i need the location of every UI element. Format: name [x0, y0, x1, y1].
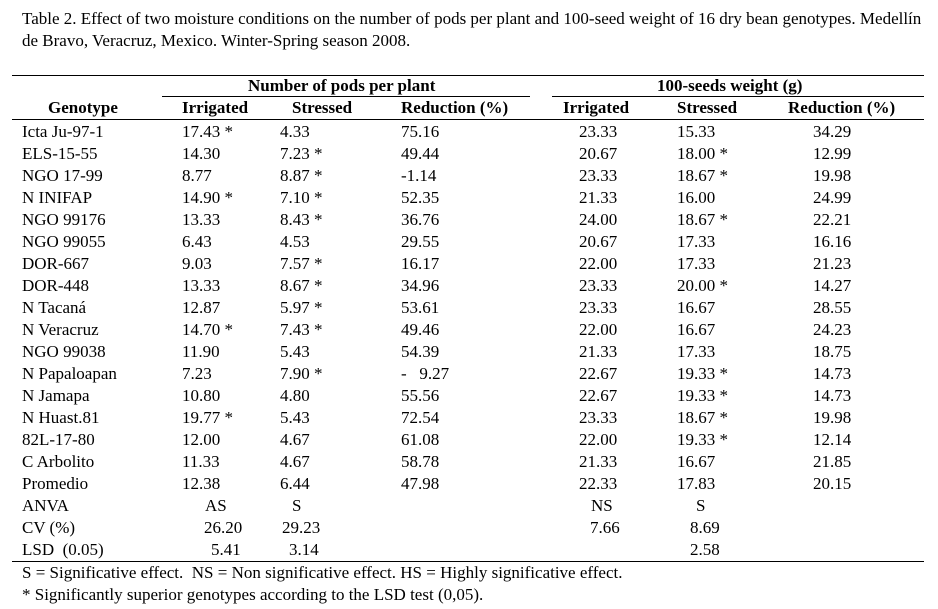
pods-irrigated-cell: 13.33 — [182, 210, 221, 229]
pods-reduction-cell: 34.96 — [401, 276, 440, 295]
pods-irrigated-cell: 12.38 — [182, 474, 221, 493]
pods-stressed-cell: 5.97 * — [280, 298, 323, 317]
pods-irrigated-cell: 11.33 — [182, 452, 220, 471]
seed-reduction-header: Reduction (%) — [788, 98, 896, 117]
seed-reduction-cell: 14.73 — [813, 386, 852, 405]
stat-pods-stressed: S — [292, 496, 302, 515]
stat-pods-irrigated: AS — [205, 496, 227, 515]
seeds-group-header: 100-seeds weight (g) — [657, 76, 803, 95]
seed-irrigated-cell: 23.33 — [579, 166, 618, 185]
seed-irrigated-cell: 20.67 — [579, 232, 618, 251]
seed-irrigated-cell: 22.67 — [579, 364, 618, 383]
genotype-cell: DOR-448 — [22, 276, 90, 295]
stat-label: CV (%) — [22, 518, 76, 537]
stat-pods-stressed: 29.23 — [282, 518, 321, 537]
seed-reduction-cell: 14.27 — [813, 276, 852, 295]
genotype-cell: NGO 17-99 — [22, 166, 103, 185]
pods-stressed-cell: 8.43 * — [280, 210, 323, 229]
seed-stressed-cell: 16.00 — [677, 188, 716, 207]
seeds-group-rule — [552, 96, 924, 97]
pods-stressed-cell: 5.43 — [280, 408, 310, 427]
seed-irrigated-cell: 23.33 — [579, 276, 618, 295]
seed-stressed-cell: 17.33 — [677, 232, 716, 251]
pods-irrigated-cell: 19.77 * — [182, 408, 233, 427]
seed-reduction-cell: 19.98 — [813, 166, 852, 185]
stat-seed-stressed: 2.58 — [690, 540, 720, 559]
pods-reduction-cell: 29.55 — [401, 232, 440, 251]
pods-irrigated-cell: 17.43 * — [182, 122, 233, 141]
seed-stressed-cell: 18.00 * — [677, 144, 728, 163]
genotype-cell: N Huast.81 — [22, 408, 100, 427]
pods-stressed-cell: 7.43 * — [280, 320, 323, 339]
pods-reduction-cell: 55.56 — [401, 386, 440, 405]
stat-pods-irrigated: 5.41 — [211, 540, 241, 559]
pods-irrigated-cell: 12.00 — [182, 430, 221, 449]
genotype-cell: Icta Ju-97-1 — [22, 122, 104, 141]
genotype-cell: DOR-667 — [22, 254, 90, 273]
genotype-cell: N Veracruz — [22, 320, 99, 339]
stat-seed-irrigated: 7.66 — [590, 518, 620, 537]
seed-stressed-cell: 16.67 — [677, 298, 716, 317]
seed-irrigated-cell: 23.33 — [579, 298, 618, 317]
pods-irrigated-cell: 13.33 — [182, 276, 221, 295]
pods-reduction-cell: 58.78 — [401, 452, 440, 471]
pods-group-header: Number of pods per plant — [248, 76, 436, 95]
pods-reduction-cell: 49.46 — [401, 320, 440, 339]
seed-irrigated-cell: 20.67 — [579, 144, 618, 163]
stat-label: LSD (0.05) — [22, 540, 104, 559]
pods-stressed-cell: 4.67 — [280, 452, 310, 471]
pods-stressed-cell: 6.44 — [280, 474, 310, 493]
seed-irrigated-cell: 23.33 — [579, 408, 618, 427]
seed-stressed-cell: 20.00 * — [677, 276, 728, 295]
pods-group-rule — [162, 96, 530, 97]
footnote-lsd: * Significantly superior genotypes according to the LSD test (0,05). — [22, 585, 484, 604]
pods-reduction-cell: - 9.27 — [401, 364, 450, 383]
pods-irrigated-cell: 11.90 — [182, 342, 220, 361]
pods-stressed-cell: 7.90 * — [280, 364, 323, 383]
pods-reduction-cell: 52.35 — [401, 188, 440, 207]
stat-label: ANVA — [22, 496, 69, 515]
seed-irrigated-cell: 21.33 — [579, 188, 618, 207]
seed-stressed-cell: 17.33 — [677, 342, 716, 361]
pods-stressed-cell: 5.43 — [280, 342, 310, 361]
genotype-cell: C Arbolito — [22, 452, 95, 471]
pods-irrigated-cell: 10.80 — [182, 386, 221, 405]
pods-irrigated-cell: 14.90 * — [182, 188, 233, 207]
seed-stressed-cell: 18.67 * — [677, 210, 728, 229]
seed-irrigated-cell: 22.33 — [579, 474, 618, 493]
seed-stressed-cell: 16.67 — [677, 452, 716, 471]
pods-reduction-cell: 49.44 — [401, 144, 440, 163]
pods-reduction-cell: 72.54 — [401, 408, 440, 427]
genotype-cell: N Jamapa — [22, 386, 90, 405]
pods-stressed-cell: 8.67 * — [280, 276, 323, 295]
stat-seed-irrigated: NS — [591, 496, 613, 515]
seed-stressed-cell: 18.67 * — [677, 408, 728, 427]
seed-reduction-cell: 34.29 — [813, 122, 852, 141]
seed-reduction-cell: 12.14 — [813, 430, 852, 449]
genotype-cell: N Papaloapan — [22, 364, 117, 383]
seed-irrigated-cell: 22.00 — [579, 430, 618, 449]
header-bottom-rule — [12, 119, 924, 120]
seed-reduction-cell: 18.75 — [813, 342, 852, 361]
seed-stressed-cell: 17.33 — [677, 254, 716, 273]
pods-reduction-header: Reduction (%) — [401, 98, 509, 117]
seed-irrigated-header: Irrigated — [563, 98, 630, 117]
pods-stressed-cell: 4.67 — [280, 430, 310, 449]
genotype-cell: NGO 99176 — [22, 210, 106, 229]
seed-stressed-cell: 18.67 * — [677, 166, 728, 185]
pods-reduction-cell: -1.14 — [401, 166, 437, 185]
seed-stressed-header: Stressed — [677, 98, 738, 117]
seed-stressed-cell: 19.33 * — [677, 364, 728, 383]
seed-irrigated-cell: 23.33 — [579, 122, 618, 141]
seed-stressed-cell: 19.33 * — [677, 430, 728, 449]
pods-irrigated-cell: 14.70 * — [182, 320, 233, 339]
seed-reduction-cell: 28.55 — [813, 298, 852, 317]
stat-seed-stressed: S — [696, 496, 706, 515]
seed-irrigated-cell: 21.33 — [579, 452, 618, 471]
seed-reduction-cell: 24.23 — [813, 320, 852, 339]
pods-stressed-cell: 4.33 — [280, 122, 310, 141]
pods-reduction-cell: 75.16 — [401, 122, 440, 141]
pods-reduction-cell: 47.98 — [401, 474, 440, 493]
pods-stressed-cell: 7.23 * — [280, 144, 323, 163]
seed-irrigated-cell: 21.33 — [579, 342, 618, 361]
genotype-cell: Promedio — [22, 474, 89, 493]
pods-stressed-cell: 4.80 — [280, 386, 310, 405]
seed-stressed-cell: 17.83 — [677, 474, 716, 493]
pods-irrigated-header: Irrigated — [182, 98, 249, 117]
pods-reduction-cell: 61.08 — [401, 430, 440, 449]
pods-stressed-cell: 7.57 * — [280, 254, 323, 273]
seed-reduction-cell: 24.99 — [813, 188, 852, 207]
seed-reduction-cell: 14.73 — [813, 364, 852, 383]
pods-irrigated-cell: 6.43 — [182, 232, 212, 251]
seed-stressed-cell: 19.33 * — [677, 386, 728, 405]
seed-irrigated-cell: 24.00 — [579, 210, 618, 229]
table-caption: Table 2. Effect of two moisture conditions on the number of pods per plant and 100-seed weight of 16 dry bean genotypes. Medellín de Bravo, Veracruz, Mexico. Winter-Spring season 2008. — [22, 9, 922, 50]
seed-irrigated-cell: 22.00 — [579, 254, 618, 273]
seed-reduction-cell: 21.23 — [813, 254, 852, 273]
pods-irrigated-cell: 7.23 — [182, 364, 212, 383]
genotype-header: Genotype — [48, 98, 118, 117]
pods-stressed-cell: 7.10 * — [280, 188, 323, 207]
pods-reduction-cell: 16.17 — [401, 254, 440, 273]
pods-reduction-cell: 53.61 — [401, 298, 440, 317]
pods-reduction-cell: 36.76 — [401, 210, 440, 229]
seed-reduction-cell: 16.16 — [813, 232, 852, 251]
seed-irrigated-cell: 22.67 — [579, 386, 618, 405]
genotype-cell: ELS-15-55 — [22, 144, 98, 163]
pods-irrigated-cell: 9.03 — [182, 254, 212, 273]
genotype-cell: N INIFAP — [22, 188, 93, 207]
genotype-cell: 82L-17-80 — [22, 430, 95, 449]
seed-reduction-cell: 19.98 — [813, 408, 852, 427]
seed-irrigated-cell: 22.00 — [579, 320, 618, 339]
seed-reduction-cell: 21.85 — [813, 452, 852, 471]
genotype-cell: NGO 99038 — [22, 342, 106, 361]
seed-stressed-cell: 16.67 — [677, 320, 716, 339]
pods-irrigated-cell: 12.87 — [182, 298, 221, 317]
pods-stressed-cell: 4.53 — [280, 232, 310, 251]
pods-stressed-header: Stressed — [292, 98, 353, 117]
footnote-significance: S = Significative effect. NS = Non significative effect. HS = Highly significative effect. — [22, 563, 623, 582]
pods-reduction-cell: 54.39 — [401, 342, 440, 361]
pods-stressed-cell: 8.87 * — [280, 166, 323, 185]
stat-seed-stressed: 8.69 — [690, 518, 720, 537]
genotype-cell: N Tacaná — [22, 298, 87, 317]
stat-pods-stressed: 3.14 — [289, 540, 319, 559]
pods-irrigated-cell: 8.77 — [182, 166, 212, 185]
stat-pods-irrigated: 26.20 — [204, 518, 243, 537]
seed-reduction-cell: 12.99 — [813, 144, 852, 163]
pods-irrigated-cell: 14.30 — [182, 144, 221, 163]
seed-reduction-cell: 22.21 — [813, 210, 852, 229]
seed-stressed-cell: 15.33 — [677, 122, 716, 141]
seed-reduction-cell: 20.15 — [813, 474, 852, 493]
genotype-cell: NGO 99055 — [22, 232, 106, 251]
